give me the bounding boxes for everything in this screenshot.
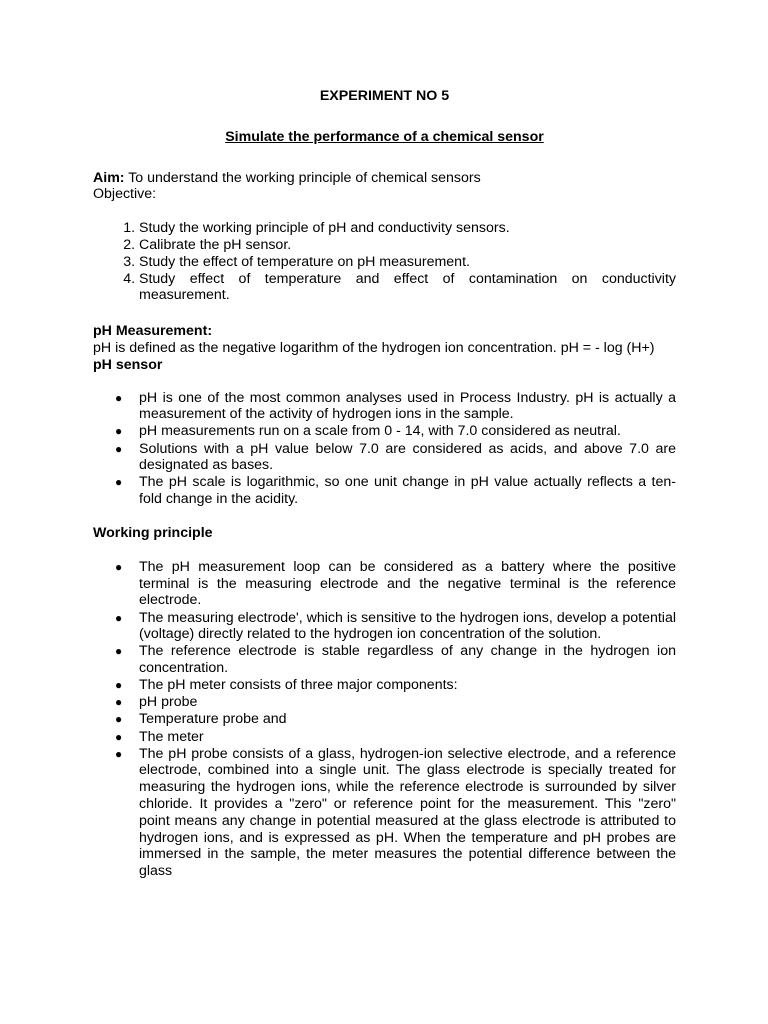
aim-label: Aim:	[93, 169, 125, 186]
bullet-icon: ●	[115, 678, 123, 693]
list-item	[115, 609, 676, 644]
objective-item: 1. Study the working principle of pH and conductivity sensors.	[139, 220, 676, 237]
list-item-text: The measuring electrode', which is sensitive to the hydrogen ions, develop a potential (voltage) directly related to the hydrogen ion concentration of the solution.	[139, 609, 676, 643]
ph-sensor-heading: pH sensor	[93, 356, 163, 373]
bullet-icon: ●	[115, 475, 123, 490]
bullet-icon: ●	[115, 559, 123, 574]
list-item	[115, 423, 676, 440]
list-item	[115, 745, 676, 880]
experiment-title: EXPERIMENT NO 5	[319, 88, 450, 104]
bullet-icon: ●	[115, 746, 123, 761]
aim-text: To understand the working principle of chemical sensors	[124, 169, 481, 186]
list-item-text: Temperature probe and	[139, 711, 287, 728]
list-item	[115, 694, 676, 711]
ph-definition: pH is defined as the negative logarithm of the hydrogen ion concentration. pH = - log (H+)	[93, 339, 655, 356]
list-item	[115, 728, 676, 746]
bullet-icon: ●	[115, 644, 123, 659]
list-item-text: The pH scale is logarithmic, so one unit change in pH value actually reflects a ten-fold change in the acidity.	[139, 474, 676, 508]
list-item	[115, 440, 676, 475]
list-item-text: Solutions with a pH value below 7.0 are considered as acids, and above 7.0 are designated as bases.	[139, 440, 676, 474]
working-principle-heading: Working principle	[93, 525, 213, 542]
list-item-text: pH is one of the most common analyses used in Process Industry. pH is actually a measurement of the activity of hydrogen ions in the sample.	[139, 389, 676, 423]
objective-item: 4. Study effect of temperature and effect of contamination on conductivity measurement.	[139, 271, 676, 305]
list-item	[115, 711, 676, 728]
objective-label: Objective:	[93, 186, 157, 203]
objective-item: 3. Study the effect of temperature on pH measurement.	[139, 254, 676, 271]
list-item	[115, 474, 676, 508]
experiment-subtitle: Simulate the performance of a chemical sensor	[225, 128, 544, 145]
aim-line	[93, 170, 676, 187]
bullet-icon: ●	[115, 424, 123, 439]
list-item	[115, 643, 676, 677]
bullet-icon: ●	[115, 695, 123, 710]
objective-item: 2. Calibrate the pH sensor.	[139, 237, 676, 254]
list-item	[115, 677, 676, 694]
list-item-text: The reference electrode is stable regardless of any change in the hydrogen ion concentration.	[139, 643, 676, 677]
working-principle-list	[93, 559, 676, 880]
bullet-icon: ●	[115, 441, 123, 456]
list-item	[115, 558, 676, 609]
list-item-text: The pH measurement loop can be considered as a battery where the positive terminal is the measuring electrode and the negative terminal is the reference electrode.	[139, 558, 676, 609]
bullet-icon: ●	[115, 729, 123, 744]
ph-sensor-list	[93, 390, 676, 508]
bullet-icon: ●	[115, 610, 123, 625]
list-item-text: pH measurements run on a scale from 0 - 14, with 7.0 considered as neutral.	[139, 423, 621, 440]
bullet-icon: ●	[115, 712, 123, 727]
document-page	[93, 88, 676, 880]
list-item-text: The pH meter consists of three major components:	[139, 677, 458, 694]
list-item	[115, 389, 676, 424]
list-item-text: The pH probe consists of a glass, hydrogen-ion selective electrode, and a reference electrode, combined into a single unit. The glass electrode is specially treated for measuring the hydrogen ions, while the reference electrode is surrounded by silver chloride. It provides a "zero" or reference point for the measurement. This "zero" point means any change in potential measured at the glass electrode is attributed to hydrogen ions, and is expressed as pH. When the temperature and pH probes are immersed in the sample, the meter measures the potential difference between the glass	[139, 745, 676, 880]
bullet-icon: ●	[115, 390, 123, 405]
list-item-text: The meter	[139, 728, 204, 745]
ph-measurement-heading: pH Measurement:	[93, 323, 213, 340]
list-item-text: pH probe	[139, 694, 198, 711]
objectives-list	[93, 220, 676, 304]
